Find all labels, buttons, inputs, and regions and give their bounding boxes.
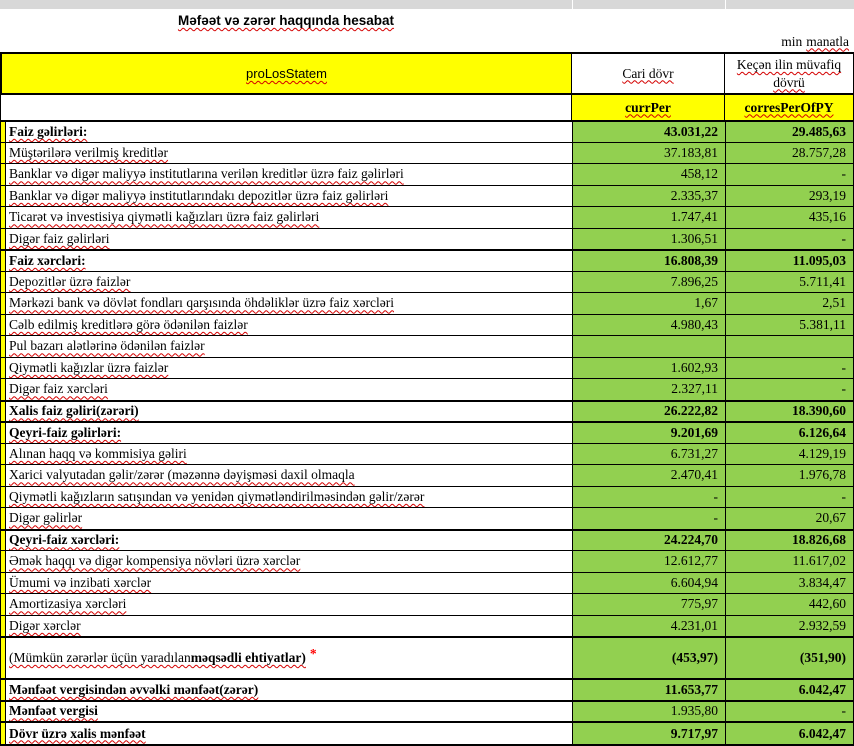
- table-row: [0, 163, 854, 185]
- previous-period-value-cell: 4.129,19: [726, 444, 853, 465]
- current-period-value-cell: 7.896,25: [573, 272, 726, 293]
- previous-period-value-cell: 435,16: [726, 207, 853, 228]
- table-row: [0, 486, 854, 508]
- unit-word: manatla: [806, 33, 849, 49]
- table-row: [0, 615, 854, 637]
- grid-line: [725, 0, 726, 9]
- previous-period-value-cell: 6.126,64: [726, 423, 853, 443]
- unit-prefix: min: [781, 33, 803, 49]
- table-row: [0, 572, 854, 594]
- previous-period-value-cell: -: [726, 229, 853, 250]
- row-label-cell: Banklar və digər maliyyə institutlarındakı depozitlər üzrə faiz gəlirləri: [6, 186, 573, 207]
- title-row: [0, 10, 854, 31]
- previous-period-value-cell: 11.095,03: [726, 251, 853, 271]
- previous-period-value-cell: -: [726, 487, 853, 508]
- table-row: [0, 271, 854, 293]
- current-period-value-cell: 43.031,22: [573, 122, 726, 142]
- row-label-cell: Faiz xərcləri:: [6, 251, 573, 271]
- current-period-value-cell: -: [573, 508, 726, 529]
- previous-period-value-cell: 2,51: [726, 293, 853, 314]
- table-row: [0, 228, 854, 250]
- table-subheader: [0, 95, 854, 120]
- table-row: [0, 464, 854, 486]
- footnote-asterisk: *: [309, 646, 317, 661]
- grid-line: [572, 0, 573, 9]
- previous-period-value-cell: 18.826,68: [726, 531, 853, 551]
- table-row: [0, 314, 854, 336]
- row-label-cell: Depozitlər üzrə faizlər: [6, 272, 573, 293]
- row-label-cell: Alınan haqq və kommisiya gəliri: [6, 444, 573, 465]
- current-period-header: Cari dövr: [572, 52, 725, 95]
- current-period-value-cell: 2.335,37: [573, 186, 726, 207]
- previous-period-value-cell: -: [726, 164, 853, 185]
- table-row: [0, 700, 854, 722]
- current-period-value-cell: (453,97): [573, 638, 726, 678]
- row-label-cell: Xarici valyutadan gəlir/zərər (məzənnə dəyişməsi daxil olmaqla: [6, 465, 573, 486]
- row-label-cell: Faiz gəlirləri:: [6, 122, 573, 142]
- row-label-cell: Ticarət və investisiya qiymətli kağızları üzrə faiz gəlirləri: [6, 207, 573, 228]
- previous-period-value-cell: -: [726, 358, 853, 379]
- current-period-value-cell: 11.653,77: [573, 680, 726, 700]
- row-label-cell: Qiymətli kağızların satışından və yenidən qiymətləndirilməsindən gəlir/zərər: [6, 487, 573, 508]
- current-period-value-cell: -: [573, 487, 726, 508]
- row-label-cell: Mənfəət vergisi: [6, 702, 573, 722]
- table-row: [0, 678, 854, 700]
- previous-period-value-cell: 6.042,47: [726, 723, 853, 744]
- previous-period-value-cell: -: [726, 702, 853, 722]
- current-period-value-cell: 24.224,70: [573, 531, 726, 551]
- current-period-value-cell: 2.327,11: [573, 379, 726, 400]
- previous-period-value-cell: 29.485,63: [726, 122, 853, 142]
- row-label-cell: Digər faiz xərcləri: [6, 379, 573, 400]
- previous-period-value-cell: -: [726, 379, 853, 400]
- previous-period-value-cell: 18.390,60: [726, 402, 853, 422]
- table-row: [0, 292, 854, 314]
- rows-container: [0, 120, 854, 746]
- row-label-cell: Dövr üzrə xalis mənfəət: [6, 723, 573, 744]
- current-period-value-cell: 4.980,43: [573, 315, 726, 336]
- row-label-cell: Pul bazarı alətlərinə ödənilən faizlər: [6, 336, 573, 357]
- current-period-value-cell: 6.604,94: [573, 573, 726, 594]
- previous-period-value-cell: 20,67: [726, 508, 853, 529]
- spreadsheet-top-band: [0, 0, 854, 10]
- previous-period-value-cell: (351,90): [726, 638, 853, 678]
- row-label-cell: Qeyri-faiz gəlirləri:: [6, 423, 573, 443]
- table-row: [0, 507, 854, 529]
- table-row: [0, 421, 854, 443]
- subheader-empty-cell: [0, 95, 572, 120]
- previous-period-value-cell: 293,19: [726, 186, 853, 207]
- current-period-value-cell: 1.306,51: [573, 229, 726, 250]
- table-row: [0, 400, 854, 422]
- table-row: [0, 593, 854, 615]
- row-label-cell: Qeyri-faiz xərcləri:: [6, 531, 573, 551]
- row-label-cell: Ümumi və inzibati xərclər: [6, 573, 573, 594]
- form-code-label: proLosStatem: [246, 66, 327, 81]
- report-title: Məfəət və zərər haqqında hesabat: [177, 13, 395, 28]
- table-row: [0, 443, 854, 465]
- row-label-cell: Digər gəlirlər: [6, 508, 573, 529]
- table-row: [0, 185, 854, 207]
- row-label-cell: Xalis faiz gəliri(zərəri): [6, 402, 573, 422]
- table-row: [0, 206, 854, 228]
- current-period-value-cell: 26.222,82: [573, 402, 726, 422]
- unit-row: [0, 31, 854, 52]
- row-label-cell: (Mümkün zərərlər üçün yaradılan məqsədli ehtiyatlar) *: [6, 638, 573, 678]
- current-period-value-cell: 2.470,41: [573, 465, 726, 486]
- form-code-cell: [0, 52, 572, 95]
- previous-period-value-cell: [726, 336, 853, 357]
- row-label-cell: Amortizasiya xərcləri: [6, 594, 573, 615]
- previous-period-value-cell: 6.042,47: [726, 680, 853, 700]
- table-row: [0, 550, 854, 572]
- previous-period-value-cell: 2.932,59: [726, 616, 853, 637]
- current-period-value-cell: 9.201,69: [573, 423, 726, 443]
- current-period-value-cell: 4.231,01: [573, 616, 726, 637]
- current-period-value-cell: 6.731,27: [573, 444, 726, 465]
- previous-period-value-cell: 28.757,28: [726, 143, 853, 164]
- current-period-value-cell: 458,12: [573, 164, 726, 185]
- previous-period-value-cell: 1.976,78: [726, 465, 853, 486]
- table-row: [0, 721, 854, 746]
- row-label-cell: Mərkəzi bank və dövlət fondları qarşısında öhdəliklər üzrə faiz xərcləri: [6, 293, 573, 314]
- current-period-value-cell: 1.602,93: [573, 358, 726, 379]
- previous-period-code-cell: corresPerOfPY: [725, 95, 854, 120]
- current-period-value-cell: 37.183,81: [573, 143, 726, 164]
- table-row: [0, 636, 854, 678]
- table-row: [0, 529, 854, 551]
- previous-period-value-cell: 5.381,11: [726, 315, 853, 336]
- previous-period-value-cell: 3.834,47: [726, 573, 853, 594]
- row-label-cell: Banklar və digər maliyyə institutlarına verilən kreditlər üzrə faiz gəlirləri: [6, 164, 573, 185]
- previous-period-header: Keçən ilin müvafiq dövrü: [725, 52, 854, 95]
- table-row: [0, 142, 854, 164]
- row-label-cell: Cəlb edilmiş kreditlərə görə ödənilən faizlər: [6, 315, 573, 336]
- table-row: [0, 378, 854, 400]
- table-row: [0, 335, 854, 357]
- row-label-cell: Müştərilərə verilmiş kreditlər: [6, 143, 573, 164]
- current-period-value-cell: [573, 336, 726, 357]
- current-period-value-cell: 9.717,97: [573, 723, 726, 744]
- current-period-value-cell: 1.935,80: [573, 702, 726, 722]
- table-header: [0, 52, 854, 95]
- table-row: [0, 120, 854, 142]
- current-period-value-cell: 1,67: [573, 293, 726, 314]
- previous-period-value-cell: 442,60: [726, 594, 853, 615]
- current-period-code-cell: currPer: [572, 95, 725, 120]
- current-period-value-cell: 12.612,77: [573, 551, 726, 572]
- row-label-cell: Digər xərclər: [6, 616, 573, 637]
- table-row: [0, 249, 854, 271]
- current-period-value-cell: 775,97: [573, 594, 726, 615]
- row-label-cell: Mənfəət vergisindən əvvəlki mənfəət(zərər): [6, 680, 573, 700]
- previous-period-value-cell: 5.711,41: [726, 272, 853, 293]
- table-row: [0, 357, 854, 379]
- previous-period-value-cell: 11.617,02: [726, 551, 853, 572]
- current-period-value-cell: 1.747,41: [573, 207, 726, 228]
- row-label-cell: Digər faiz gəlirləri: [6, 229, 573, 250]
- row-label-cell: Əmək haqqı və digər kompensiya növləri üzrə xərclər: [6, 551, 573, 572]
- row-label-cell: Qiymətli kağızlar üzrə faizlər: [6, 358, 573, 379]
- current-period-value-cell: 16.808,39: [573, 251, 726, 271]
